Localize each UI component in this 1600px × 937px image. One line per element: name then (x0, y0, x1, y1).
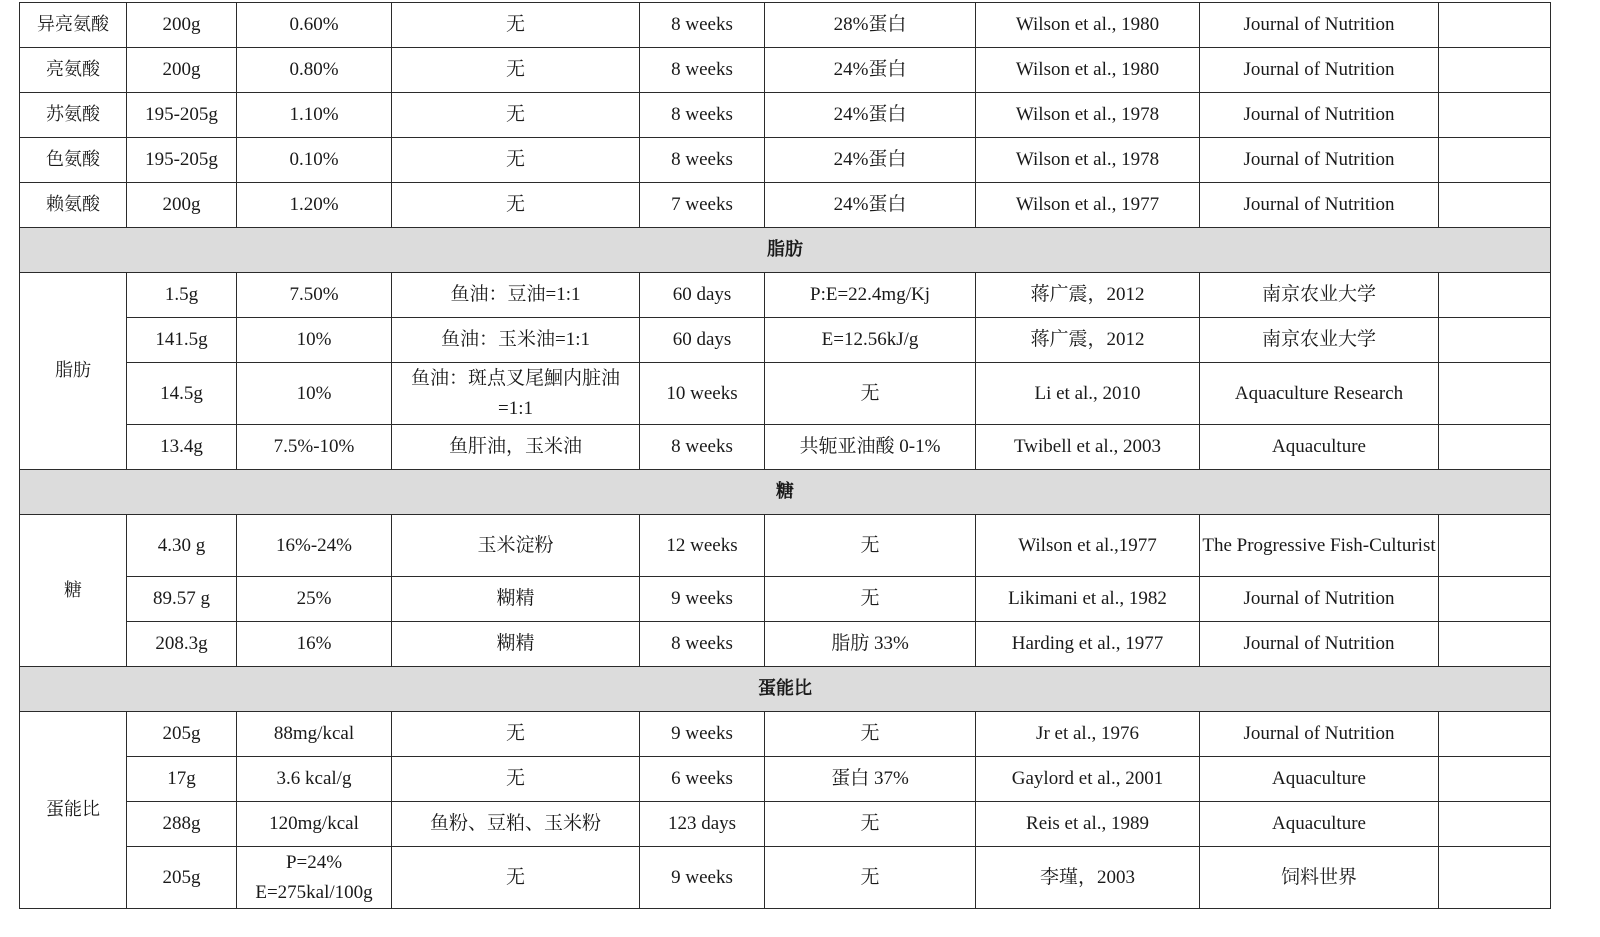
nutrient-cell: 苏氨酸 (20, 93, 127, 138)
note-cell (1439, 183, 1551, 228)
reference-cell: Wilson et al., 1980 (976, 48, 1200, 93)
table-row (20, 3, 1551, 48)
weight-cell: 288g (127, 802, 237, 847)
category-cell: 蛋能比 (20, 712, 127, 909)
level-cell: P=24% E=275kal/100g (237, 847, 392, 909)
level-cell: 16% (237, 622, 392, 667)
duration-cell: 8 weeks (640, 138, 765, 183)
reference-cell: Wilson et al.,1977 (976, 515, 1200, 577)
table-row (20, 273, 1551, 318)
level-cell: 1.20% (237, 183, 392, 228)
duration-cell: 60 days (640, 318, 765, 363)
level-cell: 0.80% (237, 48, 392, 93)
condition-cell: 24%蛋白 (765, 48, 976, 93)
reference-cell: Reis et al., 1989 (976, 802, 1200, 847)
source-cell: 鱼油：斑点叉尾鮰内脏油=1:1 (392, 363, 640, 425)
condition-cell: 无 (765, 847, 976, 909)
table-row (20, 515, 1551, 577)
reference-cell: Wilson et al., 1980 (976, 3, 1200, 48)
reference-cell: Wilson et al., 1978 (976, 138, 1200, 183)
duration-cell: 9 weeks (640, 847, 765, 909)
section-header-row (20, 667, 1551, 712)
journal-cell: Aquaculture (1200, 802, 1439, 847)
level-cell: 120mg/kcal (237, 802, 392, 847)
nutrient-cell: 亮氨酸 (20, 48, 127, 93)
condition-cell: E=12.56kJ/g (765, 318, 976, 363)
weight-cell: 13.4g (127, 425, 237, 470)
category-cell: 糖 (20, 515, 127, 667)
journal-cell: Aquaculture (1200, 757, 1439, 802)
nutrition-requirements-table (19, 2, 1551, 909)
weight-cell: 4.30 g (127, 515, 237, 577)
table-row (20, 622, 1551, 667)
weight-cell: 208.3g (127, 622, 237, 667)
section-header-row (20, 228, 1551, 273)
note-cell (1439, 3, 1551, 48)
note-cell (1439, 712, 1551, 757)
nutrient-cell: 色氨酸 (20, 138, 127, 183)
source-cell: 糊精 (392, 577, 640, 622)
journal-cell: Journal of Nutrition (1200, 622, 1439, 667)
weight-cell: 195-205g (127, 138, 237, 183)
reference-cell: 蒋广震，2012 (976, 273, 1200, 318)
source-cell: 鱼油：玉米油=1:1 (392, 318, 640, 363)
journal-cell: Journal of Nutrition (1200, 93, 1439, 138)
section-header-row (20, 470, 1551, 515)
table-body (20, 3, 1551, 909)
note-cell (1439, 93, 1551, 138)
condition-cell: 无 (765, 515, 976, 577)
note-cell (1439, 48, 1551, 93)
journal-cell: Journal of Nutrition (1200, 712, 1439, 757)
note-cell (1439, 273, 1551, 318)
duration-cell: 12 weeks (640, 515, 765, 577)
table-row (20, 363, 1551, 425)
duration-cell: 9 weeks (640, 712, 765, 757)
condition-cell: 24%蛋白 (765, 93, 976, 138)
duration-cell: 8 weeks (640, 425, 765, 470)
condition-cell: 蛋白 37% (765, 757, 976, 802)
duration-cell: 8 weeks (640, 93, 765, 138)
journal-cell: The Progressive Fish-Culturist (1200, 515, 1439, 577)
source-cell: 无 (392, 183, 640, 228)
table-row (20, 757, 1551, 802)
journal-cell: Journal of Nutrition (1200, 3, 1439, 48)
table-row (20, 183, 1551, 228)
weight-cell: 200g (127, 48, 237, 93)
duration-cell: 60 days (640, 273, 765, 318)
journal-cell: 南京农业大学 (1200, 273, 1439, 318)
source-cell: 无 (392, 847, 640, 909)
level-cell: 88mg/kcal (237, 712, 392, 757)
table-row (20, 712, 1551, 757)
journal-cell: Journal of Nutrition (1200, 138, 1439, 183)
note-cell (1439, 515, 1551, 577)
note-cell (1439, 363, 1551, 425)
condition-cell: P:E=22.4mg/Kj (765, 273, 976, 318)
table-row (20, 847, 1551, 909)
source-cell: 无 (392, 48, 640, 93)
source-cell: 鱼肝油，玉米油 (392, 425, 640, 470)
source-cell: 鱼油：豆油=1:1 (392, 273, 640, 318)
reference-cell: Harding et al., 1977 (976, 622, 1200, 667)
source-cell: 无 (392, 93, 640, 138)
condition-cell: 无 (765, 712, 976, 757)
section-header: 蛋能比 (20, 667, 1551, 712)
source-cell: 鱼粉、豆粕、玉米粉 (392, 802, 640, 847)
note-cell (1439, 847, 1551, 909)
weight-cell: 205g (127, 712, 237, 757)
level-cell: 25% (237, 577, 392, 622)
section-header: 脂肪 (20, 228, 1551, 273)
table-row (20, 93, 1551, 138)
condition-cell: 共轭亚油酸 0-1% (765, 425, 976, 470)
source-cell: 无 (392, 712, 640, 757)
level-cell: 3.6 kcal/g (237, 757, 392, 802)
journal-cell: 饲料世界 (1200, 847, 1439, 909)
source-cell: 无 (392, 757, 640, 802)
weight-cell: 200g (127, 3, 237, 48)
condition-cell: 无 (765, 577, 976, 622)
note-cell (1439, 622, 1551, 667)
duration-cell: 8 weeks (640, 48, 765, 93)
journal-cell: Aquaculture (1200, 425, 1439, 470)
note-cell (1439, 577, 1551, 622)
level-cell: 0.10% (237, 138, 392, 183)
journal-cell: Journal of Nutrition (1200, 183, 1439, 228)
duration-cell: 8 weeks (640, 3, 765, 48)
condition-cell: 24%蛋白 (765, 138, 976, 183)
weight-cell: 205g (127, 847, 237, 909)
table-row (20, 425, 1551, 470)
note-cell (1439, 138, 1551, 183)
note-cell (1439, 425, 1551, 470)
weight-cell: 1.5g (127, 273, 237, 318)
duration-cell: 6 weeks (640, 757, 765, 802)
table-row (20, 802, 1551, 847)
journal-cell: Aquaculture Research (1200, 363, 1439, 425)
level-cell: 0.60% (237, 3, 392, 48)
table-row (20, 138, 1551, 183)
note-cell (1439, 757, 1551, 802)
level-cell: 7.50% (237, 273, 392, 318)
note-cell (1439, 802, 1551, 847)
table-row (20, 577, 1551, 622)
level-cell: 16%-24% (237, 515, 392, 577)
condition-cell: 无 (765, 363, 976, 425)
weight-cell: 200g (127, 183, 237, 228)
duration-cell: 9 weeks (640, 577, 765, 622)
weight-cell: 14.5g (127, 363, 237, 425)
journal-cell: 南京农业大学 (1200, 318, 1439, 363)
condition-cell: 无 (765, 802, 976, 847)
category-cell: 脂肪 (20, 273, 127, 470)
weight-cell: 141.5g (127, 318, 237, 363)
condition-cell: 脂肪 33% (765, 622, 976, 667)
source-cell: 无 (392, 138, 640, 183)
reference-cell: Li et al., 2010 (976, 363, 1200, 425)
condition-cell: 24%蛋白 (765, 183, 976, 228)
reference-cell: Wilson et al., 1977 (976, 183, 1200, 228)
source-cell: 无 (392, 3, 640, 48)
note-cell (1439, 318, 1551, 363)
weight-cell: 17g (127, 757, 237, 802)
weight-cell: 195-205g (127, 93, 237, 138)
reference-cell: Twibell et al., 2003 (976, 425, 1200, 470)
duration-cell: 123 days (640, 802, 765, 847)
journal-cell: Journal of Nutrition (1200, 577, 1439, 622)
table-row (20, 318, 1551, 363)
duration-cell: 10 weeks (640, 363, 765, 425)
level-cell: 7.5%-10% (237, 425, 392, 470)
duration-cell: 7 weeks (640, 183, 765, 228)
table-row (20, 48, 1551, 93)
condition-cell: 28%蛋白 (765, 3, 976, 48)
weight-cell: 89.57 g (127, 577, 237, 622)
reference-cell: Jr et al., 1976 (976, 712, 1200, 757)
nutrient-cell: 异亮氨酸 (20, 3, 127, 48)
source-cell: 糊精 (392, 622, 640, 667)
reference-cell: Likimani et al., 1982 (976, 577, 1200, 622)
source-cell: 玉米淀粉 (392, 515, 640, 577)
level-cell: 10% (237, 318, 392, 363)
nutrient-cell: 赖氨酸 (20, 183, 127, 228)
reference-cell: 蒋广震，2012 (976, 318, 1200, 363)
section-header: 糖 (20, 470, 1551, 515)
reference-cell: Wilson et al., 1978 (976, 93, 1200, 138)
level-cell: 1.10% (237, 93, 392, 138)
reference-cell: Gaylord et al., 2001 (976, 757, 1200, 802)
journal-cell: Journal of Nutrition (1200, 48, 1439, 93)
duration-cell: 8 weeks (640, 622, 765, 667)
reference-cell: 李瑾，2003 (976, 847, 1200, 909)
level-cell: 10% (237, 363, 392, 425)
